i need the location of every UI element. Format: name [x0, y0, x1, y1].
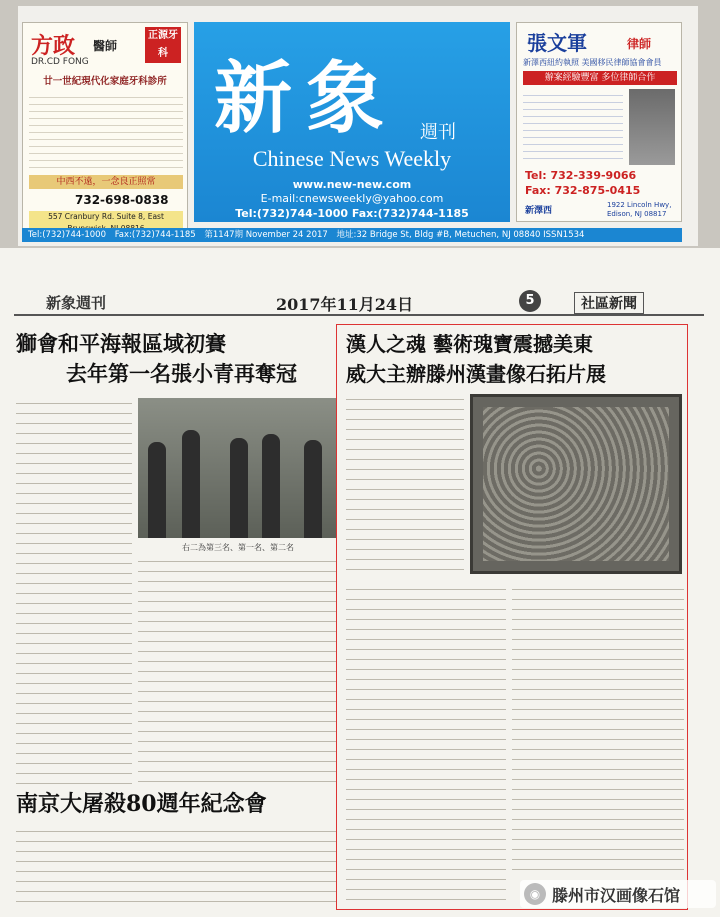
page-date: 2017年11月24日	[276, 295, 414, 314]
lawyer-advertisement	[516, 22, 682, 222]
newspaper-banner	[194, 22, 510, 222]
info-issue: 第1147期 November 24 2017	[204, 230, 328, 240]
clinic-phone: 732-698-0838	[75, 193, 169, 207]
paper-tel-fax: Tel:(732)744-1000 Fax:(732)744-1185	[235, 207, 469, 220]
clinic-address: 557 Cranbury Rd. Suite 8, East	[29, 211, 183, 237]
main-body-text-cont	[346, 584, 506, 906]
dental-advertisement	[22, 22, 188, 240]
lawyer-location: 新澤西	[525, 206, 553, 216]
ad-stripe: 中西不遠，一念良正照常	[29, 175, 183, 189]
clinic-badge: 正源牙科	[145, 27, 181, 63]
info-address: 地址:32 Bridge St, Bldg #B, Metuchen, NJ 08840 ISSN1534	[336, 230, 585, 240]
ad-text-block	[29, 91, 183, 171]
paper-title-en: Chinese News Weekly	[252, 146, 452, 171]
wechat-icon: ◉	[524, 883, 546, 905]
page-section: 社區新聞	[574, 292, 644, 314]
person-figure	[304, 440, 322, 538]
page-header	[14, 288, 704, 316]
page-number: 5	[519, 290, 541, 312]
person-figure	[148, 442, 166, 538]
lawyer-tel: Tel: 732-339-9066	[525, 169, 637, 182]
stone-rubbing-image	[470, 394, 682, 574]
lawyer-subtitle: 新澤西紐約執照 美國移民律師協會會員	[523, 58, 662, 67]
person-figure	[262, 434, 280, 538]
masthead-info-bar	[22, 228, 682, 242]
nanjing-body-text	[16, 826, 336, 910]
paper-weekly-cn: 週刊	[420, 122, 456, 143]
paper-url: www.new-new.com	[292, 178, 412, 191]
dentist-name-en: DR.CD FONG	[31, 57, 89, 67]
watermark-text: 滕州市汉画像石馆	[552, 886, 681, 905]
main-headline-2: 威大主辦滕州漢畫像石拓片展	[346, 362, 606, 386]
paper-title-cn: 新象	[214, 53, 399, 144]
lions-headline-2: 去年第一名張小青再奪冠	[66, 361, 297, 386]
clinic-slogan: 廿一世紀現代化家庭牙科診所	[43, 76, 167, 87]
paper-email: E-mail:cnewsweekly@yahoo.com	[260, 192, 444, 205]
lawyer-text-block	[523, 89, 623, 165]
dentist-title: 醫師	[93, 39, 118, 53]
lawyer-address: 1922 Lincoln Hwy, Edison, NJ 08817	[607, 201, 672, 218]
person-figure	[230, 438, 248, 538]
main-exhibition-details	[512, 584, 684, 878]
lawyer-red-bar: 辦案經驗豐富 多位律師合作	[523, 71, 677, 85]
main-body-text	[346, 394, 464, 574]
lions-headline-1: 獅會和平海報區域初賽	[16, 331, 226, 356]
nanjing-headline: 南京大屠殺80週年紀念會	[16, 791, 267, 817]
main-headline-1: 漢人之魂 藝術瑰寶震撼美東	[346, 332, 593, 356]
person-figure	[182, 430, 200, 538]
page-paper-name: 新象週刊	[46, 294, 107, 312]
lions-award-photo	[138, 398, 336, 538]
wechat-watermark	[520, 880, 716, 908]
lawyer-fax: Fax: 732-875-0415	[525, 184, 641, 197]
lions-body-text-cont	[138, 556, 336, 784]
lawyer-title: 律師	[627, 37, 652, 51]
dentist-name: 方政	[31, 33, 76, 59]
lions-body-text	[16, 398, 132, 784]
lawyer-name: 張文軍	[527, 31, 587, 55]
lions-photo-caption: 右二為第三名、第一名、第二名	[182, 543, 294, 552]
info-fax: Fax:(732)744-1185	[114, 230, 196, 240]
stone-carving-texture	[483, 407, 669, 561]
info-tel: Tel:(732)744-1000	[28, 230, 106, 240]
statue-of-liberty-image	[629, 89, 675, 165]
